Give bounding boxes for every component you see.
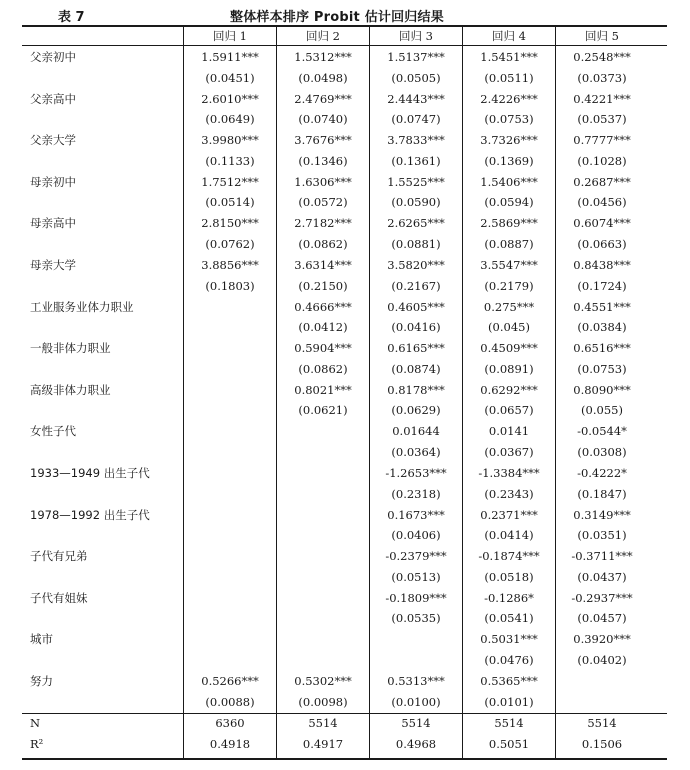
coefficient-cell: 1.5525*** [387, 174, 445, 189]
std-error-cell: (0.0881) [391, 236, 441, 251]
coefficient-cell: 0.5365*** [480, 674, 538, 688]
row-label: 母亲初中 [30, 174, 76, 189]
std-error-cell: (0.2167) [391, 278, 441, 293]
row-label: 母亲大学 [30, 258, 76, 272]
std-error-cell: (0.0762) [205, 236, 255, 251]
std-error-cell: (0.0498) [298, 70, 348, 85]
std-error-cell: (0.0891) [484, 361, 534, 376]
coefficient-cell: 3.7676*** [294, 133, 352, 148]
std-error-cell: (0.0887) [484, 236, 534, 251]
table-title: 整体样本排序 Probit 估计回归结果 [230, 10, 444, 25]
std-error-cell: (0.1028) [577, 153, 627, 168]
row-label: 努力 [30, 674, 53, 688]
std-error-cell: (0.0594) [484, 195, 534, 210]
std-error-cell: (0.0456) [577, 195, 627, 210]
coefficient-cell: 2.7182*** [294, 216, 352, 231]
coefficient-cell: -1.3384*** [478, 466, 540, 480]
coefficient-cell: 0.5313*** [387, 674, 445, 688]
coefficient-cell: 2.4443*** [387, 91, 445, 106]
coefficient-cell: 0.4221*** [573, 91, 631, 106]
row-label: 高级非体力职业 [30, 382, 111, 397]
column-header: 回归 2 [306, 29, 340, 43]
coefficient-cell: 0.8438*** [573, 258, 631, 272]
std-error-cell: (0.1369) [484, 153, 534, 168]
std-error-cell: (0.0862) [298, 236, 348, 251]
row-label: 子代有兄弟 [30, 549, 88, 564]
coefficient-cell: 3.6314*** [294, 258, 352, 272]
coefficient-cell: 0.0141 [488, 424, 530, 439]
coefficient-cell: 0.6074*** [573, 216, 631, 231]
coefficient-cell: 1.5406*** [480, 174, 538, 189]
std-error-cell: (0.0416) [391, 320, 441, 335]
coefficient-cell: 3.8856*** [201, 258, 259, 272]
coefficient-cell: 0.2371*** [480, 507, 538, 522]
std-error-cell: (0.0740) [298, 112, 348, 127]
std-error-cell: (0.0384) [577, 320, 627, 335]
coefficient-cell: 0.5031*** [480, 632, 538, 647]
std-error-cell: (0.1133) [205, 153, 255, 168]
coefficient-cell: 0.5904*** [294, 341, 352, 356]
row-label: 一般非体力职业 [30, 341, 111, 356]
footer-value: 0.4917 [302, 736, 344, 751]
coefficient-cell: 3.5820*** [387, 258, 445, 272]
coefficient-cell: 1.7512*** [201, 174, 259, 189]
std-error-cell: (0.0088) [205, 694, 255, 709]
bottom-rule [22, 758, 667, 760]
coefficient-cell: 0.2548*** [573, 50, 631, 64]
coefficient-cell: 0.4605*** [387, 299, 445, 314]
coefficient-cell: 0.6292*** [480, 382, 538, 397]
coefficient-cell: 0.4551*** [573, 299, 631, 314]
coefficient-cell: 2.4769*** [294, 91, 352, 106]
footer-value: 5514 [494, 716, 524, 730]
std-error-cell: (0.045) [488, 320, 530, 335]
std-error-cell: (0.1361) [391, 153, 441, 168]
std-error-cell: (0.0747) [391, 112, 441, 127]
footer-value: 5514 [401, 716, 431, 730]
coefficient-cell: 3.7326*** [480, 133, 538, 148]
coefficient-cell: 0.5302*** [294, 674, 352, 688]
coefficient-cell: -0.1809*** [385, 590, 447, 605]
coefficient-cell: 3.7833*** [387, 133, 445, 148]
coefficient-cell: 0.3920*** [573, 632, 631, 647]
std-error-cell: (0.2179) [484, 278, 534, 293]
column-header: 回归 3 [399, 29, 433, 43]
std-error-cell: (0.0862) [298, 361, 348, 376]
coefficient-cell: 1.5451*** [480, 50, 538, 64]
coefficient-cell: 0.8178*** [387, 382, 445, 397]
std-error-cell: (0.055) [581, 403, 623, 418]
std-error-cell: (0.0657) [484, 403, 534, 418]
std-error-cell: (0.0373) [577, 70, 627, 85]
coefficient-cell: 0.3149*** [573, 507, 631, 522]
row-label: 工业服务业体力职业 [30, 299, 134, 314]
row-label: 父亲大学 [30, 133, 76, 148]
coefficient-cell: 1.6306*** [294, 174, 352, 189]
std-error-cell: (0.1346) [298, 153, 348, 168]
coefficient-cell: 0.7777*** [573, 133, 631, 148]
coefficient-cell: 0.2687*** [573, 174, 631, 189]
footer-value: 5514 [587, 716, 617, 730]
coefficient-cell: 0.5266*** [201, 674, 259, 688]
std-error-cell: (0.0437) [577, 569, 627, 584]
std-error-cell: (0.2150) [298, 278, 348, 293]
footer-value: 5514 [308, 716, 338, 730]
coefficient-cell: 0.275*** [483, 299, 535, 314]
std-error-cell: (0.0518) [484, 569, 534, 584]
coefficient-cell: 2.6265*** [387, 216, 445, 231]
std-error-cell: (0.0874) [391, 361, 441, 376]
row-label: 城市 [30, 632, 53, 647]
std-error-cell: (0.1724) [577, 278, 627, 293]
table-number: 表 7 [58, 10, 85, 25]
coefficient-cell: 2.4226*** [480, 91, 538, 106]
row-label: 子代有姐妹 [30, 590, 88, 605]
coefficient-cell: 0.6165*** [387, 341, 445, 356]
coefficient-cell: 2.8150*** [201, 216, 259, 231]
std-error-cell: (0.0535) [391, 611, 441, 626]
std-error-cell: (0.1803) [205, 278, 255, 293]
std-error-cell: (0.2318) [391, 486, 441, 501]
coefficient-cell: 1.5137*** [387, 50, 445, 64]
row-label: 1978—1992 出生子代 [30, 507, 150, 522]
coefficient-cell: -0.1874*** [478, 549, 540, 564]
coefficient-cell: -0.1286* [484, 590, 534, 605]
row-label: 1933—1949 出生子代 [30, 466, 150, 480]
std-error-cell: (0.0364) [391, 444, 441, 459]
std-error-cell: (0.0505) [391, 70, 441, 85]
footer-value: 0.1506 [581, 736, 623, 751]
coefficient-cell: -0.4222* [577, 466, 627, 480]
std-error-cell: (0.0511) [484, 70, 534, 85]
column-header: 回归 5 [585, 29, 619, 43]
coefficient-cell: 0.8021*** [294, 382, 352, 397]
coefficient-cell: 2.6010*** [201, 91, 259, 106]
row-label: 父亲初中 [30, 50, 76, 64]
std-error-cell: (0.0649) [205, 112, 255, 127]
std-error-cell: (0.0572) [298, 195, 348, 210]
coefficient-cell: 0.6516*** [573, 341, 631, 356]
std-error-cell: (0.0100) [391, 694, 441, 709]
std-error-cell: (0.0663) [577, 236, 627, 251]
footer-value: 6360 [215, 716, 245, 730]
std-error-cell: (0.0402) [577, 652, 627, 667]
std-error-cell: (0.1847) [577, 486, 627, 501]
coefficient-cell: -0.0544* [577, 424, 627, 439]
std-error-cell: (0.0476) [484, 652, 534, 667]
std-error-cell: (0.0621) [298, 403, 348, 418]
table-caption [0, 6, 690, 24]
std-error-cell: (0.0629) [391, 403, 441, 418]
coefficient-cell: -0.2937*** [571, 590, 633, 605]
std-error-cell: (0.0098) [298, 694, 348, 709]
std-error-cell: (0.0406) [391, 528, 441, 543]
std-error-cell: (0.0412) [298, 320, 348, 335]
footer-label: R² [30, 736, 44, 751]
coefficient-cell: -0.2379*** [385, 549, 447, 564]
row-label: 母亲高中 [30, 216, 76, 231]
std-error-cell: (0.0308) [577, 444, 627, 459]
footer-label: N [30, 716, 41, 730]
std-error-cell: (0.0351) [577, 528, 627, 543]
footer-value: 0.5051 [488, 736, 530, 751]
coefficient-cell: 2.5869*** [480, 216, 538, 231]
coefficient-cell: 1.5911*** [201, 50, 259, 64]
coefficient-cell: 3.9980*** [201, 133, 259, 148]
coefficient-cell: 3.5547*** [480, 258, 538, 272]
top-rule [22, 25, 667, 27]
std-error-cell: (0.0753) [484, 112, 534, 127]
column-header: 回归 1 [213, 29, 247, 43]
coefficient-cell: -0.3711*** [571, 549, 633, 564]
std-error-cell: (0.0537) [577, 112, 627, 127]
footer-value: 0.4968 [395, 736, 437, 751]
coefficient-cell: 0.1673*** [387, 507, 445, 522]
coefficient-cell: 0.8090*** [573, 382, 631, 397]
coefficient-cell: 0.01644 [392, 424, 440, 439]
row-label: 父亲高中 [30, 91, 76, 106]
std-error-cell: (0.0541) [484, 611, 534, 626]
std-error-cell: (0.0101) [484, 694, 534, 709]
std-error-cell: (0.0590) [391, 195, 441, 210]
column-header: 回归 4 [492, 29, 526, 43]
coefficient-cell: -1.2653*** [385, 466, 447, 480]
std-error-cell: (0.2343) [484, 486, 534, 501]
std-error-cell: (0.0753) [577, 361, 627, 376]
std-error-cell: (0.0367) [484, 444, 534, 459]
row-label: 女性子代 [30, 424, 76, 439]
std-error-cell: (0.0414) [484, 528, 534, 543]
coefficient-cell: 0.4666*** [294, 299, 352, 314]
std-error-cell: (0.0451) [205, 70, 255, 85]
coefficient-cell: 0.4509*** [480, 341, 538, 356]
std-error-cell: (0.0513) [391, 569, 441, 584]
header-rule [22, 45, 667, 46]
footer-rule [22, 713, 667, 714]
coefficient-cell: 1.5312*** [294, 50, 352, 64]
std-error-cell: (0.0457) [577, 611, 627, 626]
std-error-cell: (0.0514) [205, 195, 255, 210]
footer-value: 0.4918 [209, 736, 251, 751]
